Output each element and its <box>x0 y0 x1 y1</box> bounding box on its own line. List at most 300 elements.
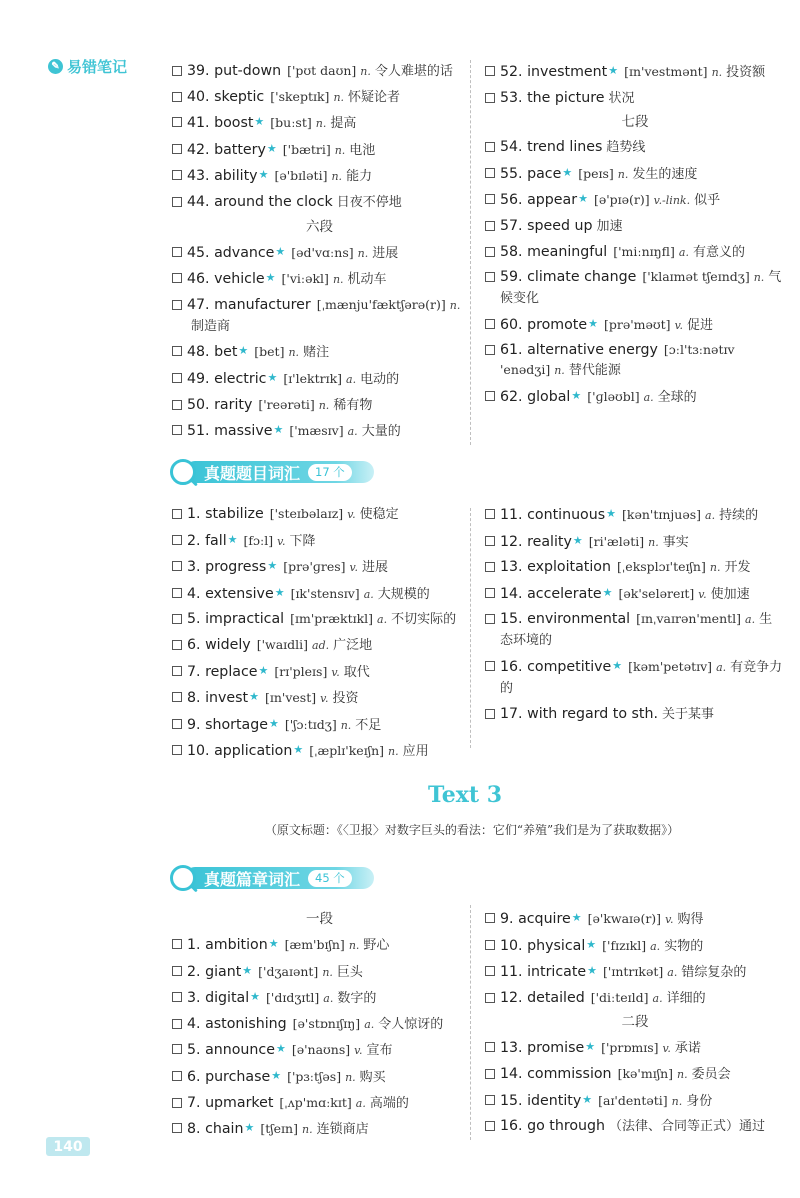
entry-text <box>187 341 467 363</box>
chinese-meaning: 全球的 <box>657 389 697 405</box>
checkbox[interactable] <box>485 940 495 950</box>
headword: the picture <box>527 89 605 106</box>
checkbox[interactable] <box>485 391 495 401</box>
checkbox[interactable] <box>172 197 182 207</box>
phonetic: [buːst] <box>270 115 312 131</box>
chinese-meaning: 有竞争力的 <box>500 659 783 696</box>
chinese-meaning: 进展 <box>361 560 388 576</box>
entry-text <box>500 1064 785 1085</box>
chinese-meaning: 进展 <box>372 245 399 261</box>
phonetic: ['ɡləʊbl] <box>587 388 640 404</box>
checkbox[interactable] <box>172 425 182 435</box>
chinese-meaning: 详细的 <box>666 990 706 1006</box>
chinese-meaning: 气候变化 <box>500 270 782 307</box>
checkbox[interactable] <box>172 535 182 545</box>
vocab-column-right <box>485 61 785 413</box>
entry-number: 49. <box>187 370 210 387</box>
pencil-icon: ✎ <box>48 59 63 74</box>
part-of-speech: a. <box>716 660 727 674</box>
star-icon: ★ <box>258 168 269 182</box>
entry-number: 14. <box>500 585 523 602</box>
entry-number: 16. <box>500 658 523 675</box>
checkbox[interactable] <box>485 661 495 671</box>
entry-number: 7. <box>187 1094 201 1111</box>
headword: fall <box>205 532 227 549</box>
headword: replace <box>205 663 258 680</box>
headword: identity <box>527 1092 582 1109</box>
entry-text <box>187 961 467 983</box>
phonetic: [bet] <box>254 344 285 360</box>
part-of-speech: n. <box>449 298 461 312</box>
vocab-entry <box>485 88 785 109</box>
vocab-column-left <box>172 908 467 1145</box>
phonetic: [prə'ɡres] <box>283 559 346 575</box>
chinese-meaning: 替代能源 <box>568 363 621 379</box>
chinese-meaning: 下降 <box>289 533 316 549</box>
part-of-speech: v. <box>354 1044 363 1058</box>
entry-number: 15. <box>500 611 523 628</box>
phonetic: [ɪn'vestmənt] <box>624 64 708 79</box>
vocab-entry <box>485 504 785 526</box>
headword: put-down <box>214 63 282 79</box>
entry-number: 8. <box>187 690 201 707</box>
part-of-speech: a. <box>650 939 661 953</box>
star-icon: ★ <box>275 1042 286 1056</box>
entry-number: 48. <box>187 344 210 361</box>
chinese-meaning: 承诺 <box>674 1041 701 1057</box>
checkbox[interactable] <box>485 913 495 923</box>
checkbox[interactable] <box>485 319 495 329</box>
checkbox[interactable] <box>172 966 182 976</box>
entry-number: 10. <box>500 937 523 954</box>
checkbox[interactable] <box>485 536 495 546</box>
entry-text <box>187 583 467 605</box>
chinese-meaning: 实物的 <box>664 938 704 954</box>
checkbox[interactable] <box>485 709 495 719</box>
entry-text <box>500 1037 785 1059</box>
checkbox[interactable] <box>485 966 495 976</box>
part-of-speech: n. <box>332 273 344 287</box>
checkbox[interactable] <box>172 509 182 519</box>
part-of-speech: n. <box>288 346 300 360</box>
chinese-meaning: 制造商 <box>191 318 231 334</box>
checkbox[interactable] <box>485 66 495 76</box>
phonetic: ['viːəkl] <box>281 271 329 287</box>
phonetic: [ɪn'vest] <box>264 690 317 706</box>
entry-text <box>187 139 467 161</box>
headword: trend lines <box>527 139 603 156</box>
part-of-speech: a. <box>678 245 689 259</box>
phonetic: [ˌeksplɔɪ'teɪʃn] <box>616 559 706 575</box>
vocab-entry <box>485 61 785 83</box>
chinese-meaning: 不足 <box>355 717 382 733</box>
entry-text <box>500 1090 785 1112</box>
headword: acquire <box>518 911 571 927</box>
phonetic: [ə'pɪə(r)] <box>593 192 650 208</box>
chinese-meaning: 使稳定 <box>359 507 399 522</box>
headword: speed up <box>527 217 593 234</box>
headword: promise <box>527 1040 585 1057</box>
checkbox[interactable] <box>172 1071 182 1081</box>
star-icon: ★ <box>258 663 269 677</box>
entry-number: 12. <box>500 533 523 550</box>
entry-text <box>187 192 467 213</box>
checkbox[interactable] <box>485 142 495 152</box>
entry-text <box>187 687 467 709</box>
entry-text <box>187 112 467 134</box>
headword: appear <box>527 192 578 209</box>
checkbox[interactable] <box>172 1019 182 1029</box>
phonetic: [tʃeɪn] <box>260 1121 298 1137</box>
headword: promote <box>527 316 588 333</box>
phonetic: [æm'bɪʃn] <box>284 937 345 952</box>
checkbox[interactable] <box>172 170 182 180</box>
checkbox[interactable] <box>172 273 182 283</box>
entry-text <box>187 165 467 187</box>
chinese-meaning: 状况 <box>608 90 635 106</box>
chinese-meaning: （法律、合同等正式）通过 <box>609 1119 766 1135</box>
part-of-speech: v. <box>662 1042 671 1056</box>
chinese-meaning: 令人惊讶的 <box>378 1016 444 1032</box>
entry-text <box>500 609 785 651</box>
entry-number: 6. <box>187 636 201 653</box>
part-of-speech: n. <box>554 364 565 378</box>
entry-number: 62. <box>500 388 523 405</box>
entry-number: 14. <box>500 1065 523 1082</box>
chinese-meaning: 使加速 <box>710 586 750 602</box>
headword: widely <box>205 636 251 653</box>
headword: ability <box>214 168 258 185</box>
vocab-entry <box>485 557 785 578</box>
entry-number: 42. <box>187 141 210 158</box>
checkbox[interactable] <box>485 509 495 519</box>
checkbox[interactable] <box>485 168 495 178</box>
vocab-entry <box>485 163 785 185</box>
star-icon: ★ <box>266 141 277 155</box>
checkbox[interactable] <box>172 117 182 127</box>
vocab-entry <box>172 192 467 213</box>
star-icon: ★ <box>608 64 619 77</box>
entry-number: 5. <box>187 611 201 628</box>
entry-number: 12. <box>500 989 523 1006</box>
star-icon: ★ <box>268 716 279 730</box>
headword: extensive <box>205 585 274 602</box>
phonetic: [ɪk'stensɪv] <box>290 585 360 601</box>
checkbox[interactable] <box>485 1042 495 1052</box>
checkbox[interactable] <box>485 562 495 572</box>
star-icon: ★ <box>571 911 582 924</box>
chinese-meaning: 数字的 <box>337 991 377 1007</box>
phonetic: [ɪm'præktɪkl] <box>290 611 374 627</box>
headword: boost <box>214 115 254 132</box>
entry-text <box>500 504 785 526</box>
headword: ambition <box>205 937 268 953</box>
star-icon: ★ <box>578 192 588 206</box>
vocab-entry <box>172 112 467 134</box>
vocab-entry <box>485 1064 785 1085</box>
phonetic: [fɔːl] <box>243 532 274 548</box>
headword: investment <box>527 64 608 80</box>
checkbox[interactable] <box>172 346 182 356</box>
part-of-speech: a. <box>652 991 663 1005</box>
headword: climate change <box>527 269 637 286</box>
part-of-speech: n. <box>753 271 765 285</box>
headword: bet <box>214 344 238 361</box>
side-note-label <box>48 56 127 77</box>
vocab-entry <box>172 635 467 656</box>
entry-number: 4. <box>187 1015 201 1032</box>
checkbox[interactable] <box>172 992 182 1002</box>
chinese-meaning: 能力 <box>346 169 373 185</box>
entry-text <box>500 935 785 957</box>
paragraph-subheading: 二段 <box>621 1014 649 1031</box>
vocab-entry <box>172 714 467 736</box>
vocab-entry <box>172 295 467 337</box>
checkbox[interactable] <box>172 939 182 949</box>
part-of-speech: n. <box>388 745 399 759</box>
entry-text <box>187 1118 467 1140</box>
part-of-speech: n. <box>671 1094 683 1108</box>
entry-number: 39. <box>187 63 210 79</box>
headword: rarity <box>214 396 253 413</box>
part-of-speech: v. <box>347 508 356 521</box>
section-title: 真题篇章词汇 <box>204 869 301 889</box>
star-icon: ★ <box>267 559 278 573</box>
vocab-entry <box>172 61 467 82</box>
star-icon: ★ <box>268 937 279 950</box>
part-of-speech: a. <box>705 509 716 522</box>
chinese-meaning: 野心 <box>363 938 390 953</box>
vocab-entry <box>172 934 467 956</box>
checkbox[interactable] <box>172 614 182 624</box>
checkbox[interactable] <box>485 93 495 103</box>
vocab-entry <box>172 1014 467 1035</box>
chinese-meaning: 持续的 <box>719 508 759 523</box>
checkbox[interactable] <box>485 194 495 204</box>
entry-text <box>187 556 467 578</box>
checkbox[interactable] <box>172 692 182 702</box>
entry-number: 1. <box>187 506 201 522</box>
part-of-speech: n. <box>301 1123 313 1137</box>
part-of-speech: a. <box>364 1017 375 1031</box>
phonetic: [aɪ'dentəti] <box>598 1092 668 1108</box>
vocab-entry <box>172 87 467 108</box>
entry-text <box>187 609 467 630</box>
part-of-speech: v.-link. <box>653 194 691 208</box>
checkbox[interactable] <box>485 614 495 624</box>
entry-text <box>187 1093 467 1114</box>
phonetic: ['mæsɪv] <box>289 423 344 439</box>
headword: shortage <box>205 716 268 733</box>
entry-text <box>500 137 785 158</box>
magnifier-icon <box>170 459 196 485</box>
vocab-entry <box>485 314 785 336</box>
headword: pace <box>527 165 562 182</box>
vocab-entry <box>485 583 785 605</box>
entry-number: 10. <box>187 743 210 760</box>
checkbox[interactable] <box>172 640 182 650</box>
checkbox[interactable] <box>485 588 495 598</box>
phonetic: [prə'məʊt] <box>603 316 671 332</box>
phonetic: [ri'æləti] <box>588 533 645 549</box>
phonetic: ['dʒaɪənt] <box>258 963 319 979</box>
chinese-meaning: 促进 <box>686 317 713 333</box>
checkbox[interactable] <box>172 66 182 76</box>
section-banner-question-vocab <box>170 456 374 488</box>
entry-number: 56. <box>500 192 523 209</box>
side-note-text: 易错笔记 <box>67 58 128 76</box>
chinese-meaning: 有意义的 <box>692 244 745 260</box>
vocab-entry <box>172 687 467 709</box>
headword: physical <box>527 937 586 954</box>
checkbox[interactable] <box>485 993 495 1003</box>
entry-text <box>187 1066 467 1088</box>
star-icon: ★ <box>586 937 597 951</box>
vocab-entry <box>172 420 467 442</box>
vocab-entry <box>172 1066 467 1088</box>
section-banner-passage-vocab <box>170 862 374 894</box>
checkbox[interactable] <box>172 588 182 598</box>
headword: vehicle <box>214 271 265 288</box>
checkbox[interactable] <box>485 1095 495 1105</box>
chinese-meaning: 投资额 <box>726 65 766 80</box>
entry-text <box>187 268 467 290</box>
checkbox[interactable] <box>172 1044 182 1054</box>
checkbox[interactable] <box>172 400 182 410</box>
vocab-entry <box>172 961 467 983</box>
vocab-entry <box>172 987 467 1009</box>
vocab-entry <box>485 656 785 699</box>
chinese-meaning: 令人难堪的话 <box>374 64 453 79</box>
part-of-speech: n. <box>348 939 360 952</box>
entry-number: 1. <box>187 937 201 953</box>
checkbox[interactable] <box>172 561 182 571</box>
checkbox[interactable] <box>485 1121 495 1131</box>
checkbox[interactable] <box>485 247 495 257</box>
entry-number: 58. <box>500 243 523 260</box>
star-icon: ★ <box>242 963 253 977</box>
phonetic: [ə'stɒnɪʃɪŋ] <box>292 1015 361 1031</box>
vocab-entry <box>172 165 467 187</box>
entry-text <box>500 557 785 578</box>
vocab-entry <box>172 268 467 290</box>
entry-text <box>500 314 785 336</box>
checkbox[interactable] <box>172 1098 182 1108</box>
column-divider <box>470 905 471 1140</box>
entry-number: 16. <box>500 1118 523 1135</box>
checkbox[interactable] <box>485 345 495 355</box>
checkbox[interactable] <box>172 1123 182 1133</box>
headword: environmental <box>527 611 631 628</box>
chinese-meaning: 发生的速度 <box>632 166 698 182</box>
checkbox[interactable] <box>172 247 182 257</box>
entry-number: 51. <box>187 423 210 440</box>
checkbox[interactable] <box>172 373 182 383</box>
star-icon: ★ <box>265 271 276 285</box>
vocab-entry <box>172 395 467 416</box>
entry-number: 60. <box>500 316 523 333</box>
entry-text <box>187 420 467 442</box>
part-of-speech: v. <box>277 534 286 548</box>
phonetic: [ə'bɪləti] <box>274 168 328 184</box>
entry-number: 40. <box>187 88 210 105</box>
entry-text <box>187 242 467 264</box>
phonetic: [ˌmænju'fæktʃərə(r)] <box>316 296 446 312</box>
part-of-speech: a. <box>346 372 357 386</box>
checkbox[interactable] <box>485 1069 495 1079</box>
chinese-meaning: 似乎 <box>694 193 721 209</box>
entry-number: 45. <box>187 244 210 261</box>
entry-number: 11. <box>500 507 523 523</box>
entry-text <box>187 1039 467 1061</box>
phonetic: ['dɪdʒɪtl] <box>266 990 320 1006</box>
checkbox[interactable] <box>172 666 182 676</box>
chinese-meaning: 购买 <box>359 1069 386 1085</box>
headword: exploitation <box>527 559 611 576</box>
entry-text <box>187 87 467 108</box>
star-icon: ★ <box>293 743 304 757</box>
entry-number: 50. <box>187 396 210 413</box>
checkbox[interactable] <box>172 144 182 154</box>
part-of-speech: a. <box>323 992 334 1006</box>
entry-text <box>500 656 785 699</box>
headword: stabilize <box>205 506 264 522</box>
entry-text <box>187 934 467 956</box>
chinese-meaning: 不切实际的 <box>391 612 457 628</box>
headword: impractical <box>205 611 285 628</box>
checkbox[interactable] <box>172 300 182 310</box>
part-of-speech: a. <box>377 613 388 627</box>
vocab-entry <box>172 139 467 161</box>
star-icon: ★ <box>572 533 583 547</box>
phonetic: ['pʊt daʊn] <box>287 63 357 78</box>
part-of-speech: n. <box>334 143 346 157</box>
checkbox[interactable] <box>172 92 182 102</box>
part-of-speech: v. <box>674 318 683 332</box>
entry-text <box>500 61 785 83</box>
vocab-entry <box>172 740 467 762</box>
star-icon: ★ <box>588 316 598 330</box>
headword: battery <box>214 141 266 158</box>
checkbox[interactable] <box>172 719 182 729</box>
chinese-meaning: 错综复杂的 <box>681 965 747 981</box>
star-icon: ★ <box>250 990 261 1004</box>
checkbox[interactable] <box>172 745 182 755</box>
phonetic: ['steɪbəlaɪz] <box>269 506 344 521</box>
checkbox[interactable] <box>485 272 495 282</box>
chinese-meaning: 委员会 <box>691 1066 731 1082</box>
part-of-speech: n. <box>333 90 345 104</box>
phonetic: ['prɒmɪs] <box>601 1040 659 1056</box>
checkbox[interactable] <box>485 221 495 231</box>
vocab-entry <box>485 340 785 381</box>
headword: continuous <box>527 507 606 523</box>
entry-text <box>500 908 785 930</box>
phonetic: [ɪnˌvaɪrən'mentl] <box>636 611 742 627</box>
phonetic: [əd'vɑːns] <box>291 244 354 260</box>
section-title: 真题题目词汇 <box>204 463 301 483</box>
entry-text <box>500 189 785 211</box>
entry-number: 3. <box>187 559 201 576</box>
column-divider <box>470 508 471 748</box>
entry-number: 44. <box>187 193 210 210</box>
part-of-speech: n. <box>648 535 659 549</box>
part-of-speech: a. <box>643 390 654 404</box>
phonetic: [ɪ'lektrɪk] <box>283 370 343 386</box>
vocab-entry <box>172 556 467 578</box>
chinese-meaning: 高端的 <box>369 1095 409 1111</box>
chinese-meaning: 开发 <box>724 560 751 576</box>
